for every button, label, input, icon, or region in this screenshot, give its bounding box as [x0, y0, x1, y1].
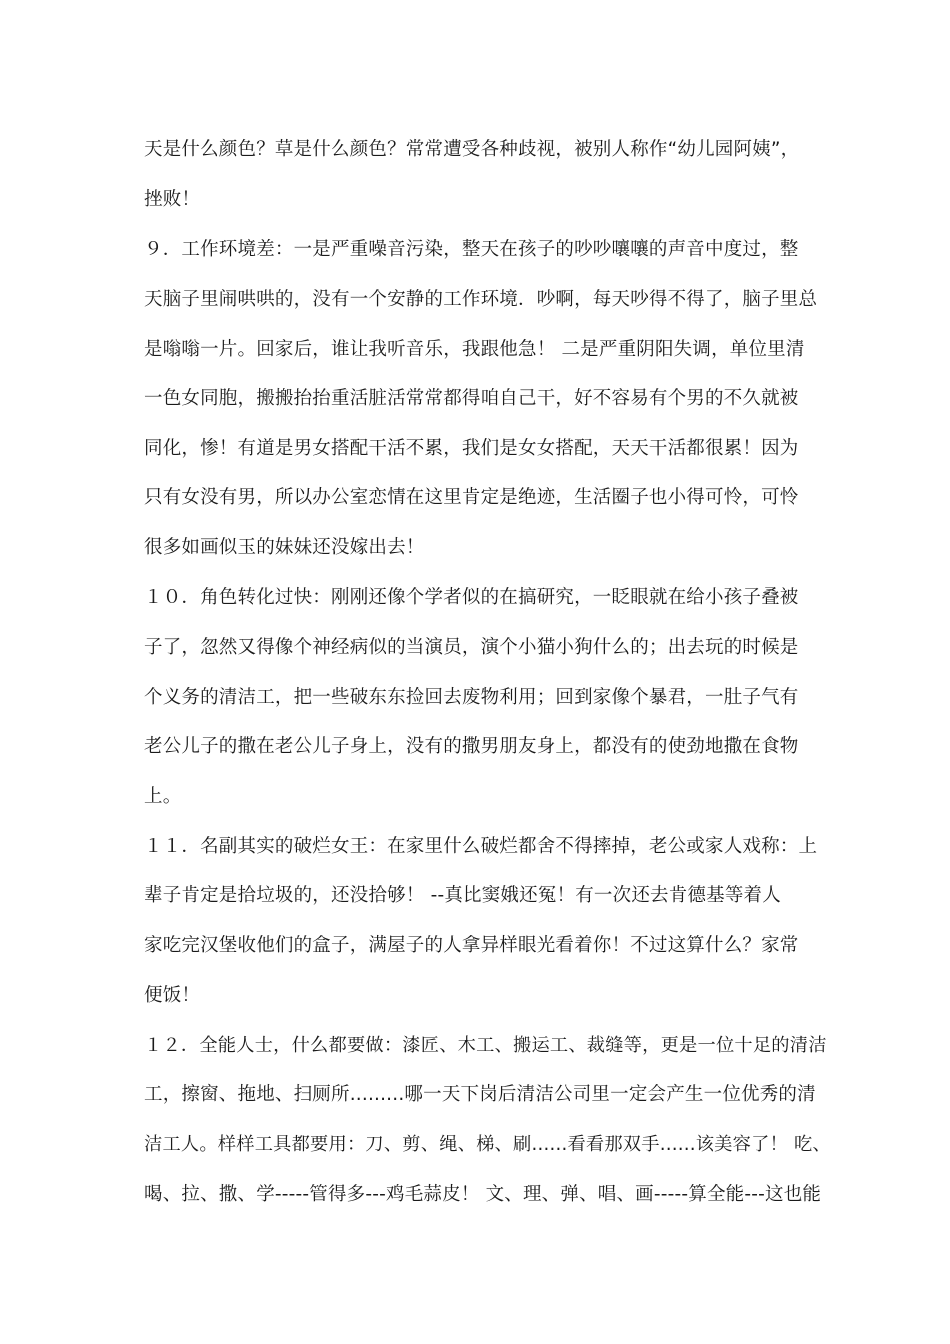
text-line: 便饭！	[144, 985, 201, 1006]
text-line: 上。	[144, 786, 182, 807]
text-line: 洁工人。样样工具都要用：刀、剪、绳、梯、刷......看看那双手......该美容了！ 吃、	[144, 1134, 831, 1155]
text-line: 只有女没有男，所以办公室恋情在这里肯定是绝迹，生活圈子也小得可怜，可怜	[144, 487, 799, 508]
text-line: 家吃完汉堡收他们的盒子，满屋子的人拿异样眼光看着你！不过这算什么？家常	[144, 935, 799, 956]
text-line: 是嗡嗡一片。回家后，谁让我听音乐，我跟他急！ 二是严重阴阳失调，单位里清	[144, 339, 805, 360]
text-line: 老公儿子的撒在老公儿子身上，没有的撒男朋友身上，都没有的使劲地撒在食物	[144, 736, 799, 757]
text-line: 很多如画似玉的妹妹还没嫁出去！	[144, 537, 425, 558]
text-line: 挫败！	[144, 189, 201, 210]
text-line: ９．工作环境差：一是严重噪音污染，整天在孩子的吵吵嚷嚷的声音中度过，整	[144, 239, 799, 260]
text-line: 喝、拉、撒、学-----管得多---鸡毛蒜皮！ 文、理、弹、唱、画-----算全能---这也能	[144, 1184, 822, 1205]
text-line: 子了，忽然又得像个神经病似的当演员，演个小猫小狗什么的；出去玩的时候是	[144, 637, 799, 658]
text-line: 工，擦窗、拖地、扫厕所.........哪一天下岗后清洁公司里一定会产生一位优秀的清	[144, 1084, 816, 1105]
text-line: 个义务的清洁工，把一些破东东捡回去废物利用；回到家像个暴君，一肚子气有	[144, 687, 799, 708]
text-line: １２．全能人士，什么都要做：漆匠、木工、搬运工、裁缝等，更是一位十足的清洁	[144, 1035, 827, 1056]
text-line: 天是什么颜色？草是什么颜色？常常遭受各种歧视，被别人称作“幼儿园阿姨”，	[144, 139, 800, 160]
text-line: １０．角色转化过快：刚刚还像个学者似的在搞研究，一眨眼就在给小孩子叠被	[144, 587, 799, 608]
text-line: 辈子肯定是拾垃圾的，还没拾够！ --真比窦娥还冤！有一次还去肯德基等着人	[144, 885, 781, 906]
text-line: 一色女同胞，搬搬抬抬重活脏活常常都得咱自己干，好不容易有个男的不久就被	[144, 388, 799, 409]
text-line: １１．名副其实的破烂女王：在家里什么破烂都舍不得摔掉，老公或家人戏称：上	[144, 836, 818, 857]
text-line: 同化，惨！有道是男女搭配干活不累，我们是女女搭配，天天干活都很累！因为	[144, 438, 799, 459]
text-line: 天脑子里闹哄哄的，没有一个安静的工作环境．吵啊，每天吵得不得了，脑子里总	[144, 289, 818, 310]
